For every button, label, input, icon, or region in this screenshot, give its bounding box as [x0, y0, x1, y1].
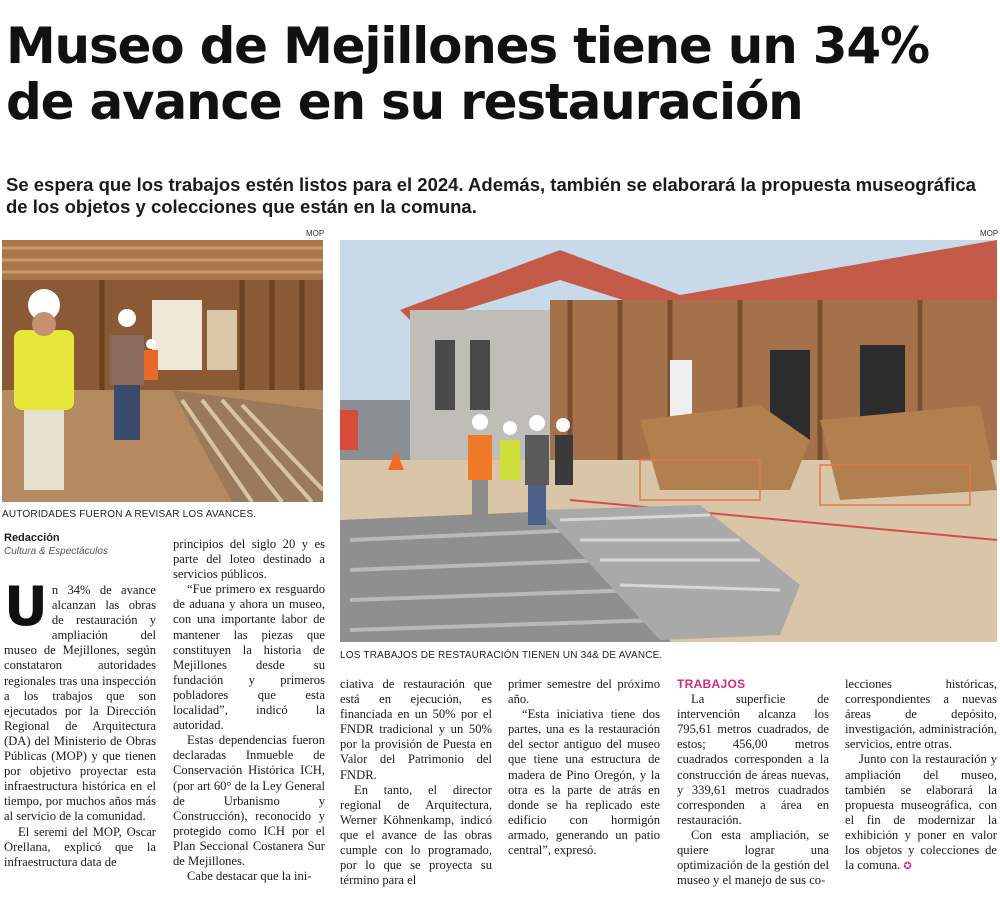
column-3 [340, 677, 492, 888]
paragraph: Con esta ampliación, se quiere lograr una optimización de la gestión del museo y el manejo de sus co- [677, 827, 829, 888]
photo-credit-left: MOP [306, 229, 325, 238]
byline-name: Redacción [4, 532, 60, 544]
paragraph: En tanto, el director regional de Arquitectura, Werner Köhnenkamp, indicó que el avance de las obras cumple con lo programado, por lo que se proyecta su término para el [340, 782, 492, 888]
photo-inspection [2, 240, 323, 502]
headline: Museo de Mejillones tiene un 34% de avance en su restauración [6, 17, 929, 131]
paragraph: principios del siglo 20 y es parte del loteo destinado a servicios públicos. [173, 537, 325, 582]
caption-right: LOS TRABAJOS DE RESTAURACIÓN TIENEN UN 34& DE AVANCE. [340, 650, 663, 661]
column-2 [173, 537, 325, 884]
paragraph: n 34% de avance alcanzan las obras de restauración y ampliación del museo de Mejillones, según constataron autoridades regionales tras una inspección a los trabajos que son ejecutados por la Dirección Regional de Arquitectura (DA) del Ministerio de Obras Públicas (MOP) y que tienen por objetivo proyectar esta infraestructura histórica en el tiempo, por muchos años más al servicio de la comunidad. [4, 583, 156, 824]
photo-museum-site [340, 240, 997, 642]
paragraph-text: Junto con la restauración y ampliación del museo, también se elaborará la propuesta museográfica, con el fin de modernizar la exhibición y poner en valor los objetos y colecciones de la comuna. [845, 752, 997, 873]
column-1 [4, 575, 156, 870]
paragraph: primer semestre del próximo año. [508, 677, 660, 707]
caption-left: AUTORIDADES FUERON A REVISAR LOS AVANCES. [2, 509, 257, 520]
photo-inspection-illustration [2, 240, 323, 502]
drop-cap: U [4, 575, 48, 638]
photo-credit-right: MOP [980, 229, 999, 238]
column-4 [508, 677, 660, 858]
paragraph: Estas dependencias fueron declaradas Inmueble de Conservación Histórica ICH, (por art 60° de la Ley General de Urbanismo y Construcción), reconocido y protegido como ICH por el Plan Seccional Costanera Sur de Mejillones. [173, 733, 325, 868]
paragraph [845, 752, 997, 874]
paragraph: Cabe destacar que la ini- [187, 869, 312, 884]
end-mark-icon: ✪ [903, 861, 912, 873]
paragraph: lecciones históricas, correspondientes a nuevas áreas de depósito, investigación, administración, servicios, entre otras. [845, 677, 997, 752]
paragraph: La superficie de intervención alcanza los 795,61 metros cuadrados, de estos; 456,00 metros cuadrados corresponden a la construcción de áreas nuevas, y 339,61 metros cuadrados corresponden a área en restauración. [677, 692, 829, 827]
column-6 [845, 677, 997, 874]
paragraph: “Esta iniciativa tiene dos partes, una es la restauración del sector antiguo del museo que tiene una estructura de madera de Pino Oregón, y la otra es la parte de atrás en donde se ha replicado este edificio con hormigón armado, generando un patio central”, expresó. [508, 707, 660, 858]
paragraph: “Fue primero ex resguardo de aduana y ahora un museo, con una importante labor de mantener las piezas que constituyen la historia de Mejillones desde su fundación y primeros pobladores que esta localidad”, indicó la autoridad. [173, 582, 325, 733]
paragraph: El seremi del MOP, Oscar Orellana, explicó que la infraestructura data de [4, 824, 156, 869]
deck-subtitle: Se espera que los trabajos estén listos para el 2024. Además, también se elaborará la propuesta museográfica de los objetos y colecciones que están en la comuna. [6, 174, 976, 217]
photo-museum-illustration [340, 240, 997, 642]
paragraph: ciativa de restauración que está en ejecución, es financiada en un 50% por el FNDR tradicional y un 50% por la provisión de Puesta en Valor del Patrimonio del FNDR. [340, 677, 492, 782]
column-5 [677, 677, 829, 888]
section-heading-trabajos: TRABAJOS [677, 677, 746, 691]
byline-section: Cultura & Espectáculos [4, 546, 108, 557]
